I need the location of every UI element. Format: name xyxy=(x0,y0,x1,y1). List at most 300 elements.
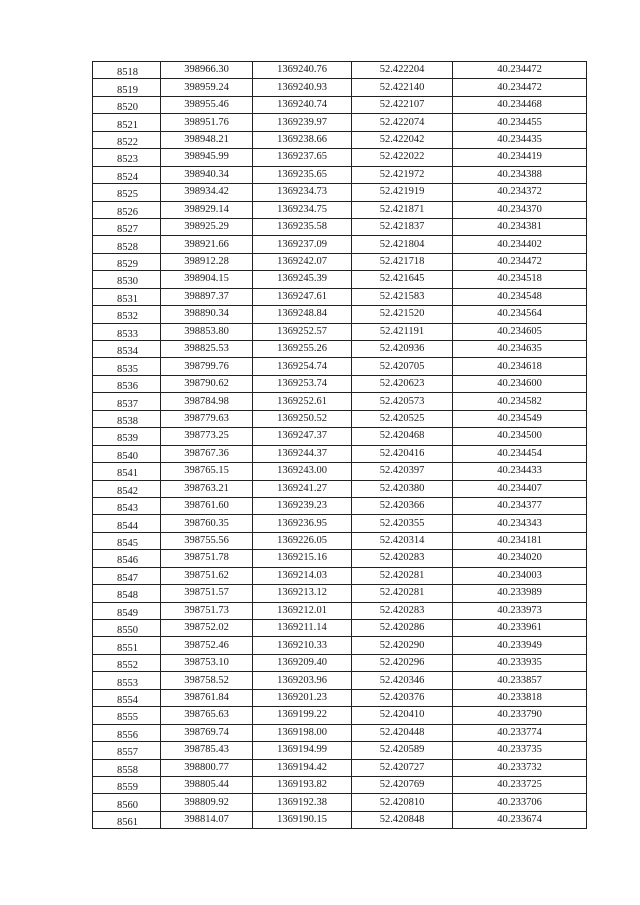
point-number-cell xyxy=(93,724,161,741)
latitude-cell: 52.421583 xyxy=(352,288,453,305)
point-number-label: 8559 xyxy=(117,782,138,794)
y-coordinate-cell: 1369199.22 xyxy=(253,707,352,724)
point-number-label: 8532 xyxy=(117,311,138,323)
table-row xyxy=(93,794,587,811)
point-number-label: 8554 xyxy=(117,694,138,706)
latitude-cell: 52.420283 xyxy=(352,550,453,567)
x-coordinate-cell: 398779.63 xyxy=(161,410,253,427)
longitude-cell: 40.234433 xyxy=(453,463,587,480)
y-coordinate-cell: 1369212.01 xyxy=(253,602,352,619)
point-number-cell xyxy=(93,306,161,323)
table-row xyxy=(93,166,587,183)
y-coordinate-cell: 1369237.09 xyxy=(253,236,352,253)
point-number-cell xyxy=(93,689,161,706)
point-number-label: 8520 xyxy=(117,102,138,114)
x-coordinate-cell: 398853.80 xyxy=(161,323,253,340)
latitude-cell: 52.420314 xyxy=(352,532,453,549)
point-number-cell xyxy=(93,707,161,724)
table-row xyxy=(93,323,587,340)
table-row xyxy=(93,532,587,549)
latitude-cell: 52.420281 xyxy=(352,585,453,602)
y-coordinate-cell: 1369234.73 xyxy=(253,184,352,201)
x-coordinate-cell: 398784.98 xyxy=(161,393,253,410)
table-row xyxy=(93,96,587,113)
latitude-cell: 52.421919 xyxy=(352,184,453,201)
point-number-cell xyxy=(93,201,161,218)
table-row xyxy=(93,672,587,689)
longitude-cell: 40.233935 xyxy=(453,654,587,671)
latitude-cell: 52.420573 xyxy=(352,393,453,410)
y-coordinate-cell: 1369194.42 xyxy=(253,759,352,776)
point-number-label: 8556 xyxy=(117,729,138,741)
point-number-label: 8539 xyxy=(117,433,138,445)
longitude-cell: 40.233774 xyxy=(453,724,587,741)
point-number-cell xyxy=(93,811,161,828)
x-coordinate-cell: 398752.46 xyxy=(161,637,253,654)
latitude-cell: 52.420380 xyxy=(352,480,453,497)
x-coordinate-cell: 398800.77 xyxy=(161,759,253,776)
longitude-cell: 40.234564 xyxy=(453,306,587,323)
point-number-cell xyxy=(93,393,161,410)
longitude-cell: 40.234472 xyxy=(453,62,587,79)
point-number-cell xyxy=(93,532,161,549)
y-coordinate-cell: 1369214.03 xyxy=(253,567,352,584)
latitude-cell: 52.420589 xyxy=(352,742,453,759)
latitude-cell: 52.420296 xyxy=(352,654,453,671)
y-coordinate-cell: 1369240.76 xyxy=(253,62,352,79)
table-row xyxy=(93,585,587,602)
x-coordinate-cell: 398809.92 xyxy=(161,794,253,811)
point-number-label: 8522 xyxy=(117,136,138,148)
x-coordinate-cell: 398753.10 xyxy=(161,654,253,671)
point-number-label: 8557 xyxy=(117,747,138,759)
y-coordinate-cell: 1369237.65 xyxy=(253,149,352,166)
point-number-cell xyxy=(93,463,161,480)
x-coordinate-cell: 398761.60 xyxy=(161,497,253,514)
point-number-label: 8561 xyxy=(117,817,138,829)
longitude-cell: 40.234500 xyxy=(453,428,587,445)
longitude-cell: 40.234618 xyxy=(453,358,587,375)
point-number-cell xyxy=(93,184,161,201)
longitude-cell: 40.234472 xyxy=(453,79,587,96)
latitude-cell: 52.422107 xyxy=(352,96,453,113)
point-number-label: 8548 xyxy=(117,590,138,602)
x-coordinate-cell: 398921.66 xyxy=(161,236,253,253)
point-number-label: 8542 xyxy=(117,485,138,497)
y-coordinate-cell: 1369250.52 xyxy=(253,410,352,427)
y-coordinate-cell: 1369247.37 xyxy=(253,428,352,445)
point-number-cell xyxy=(93,759,161,776)
point-number-label: 8546 xyxy=(117,555,138,567)
x-coordinate-cell: 398751.62 xyxy=(161,567,253,584)
latitude-cell: 52.420936 xyxy=(352,341,453,358)
x-coordinate-cell: 398761.84 xyxy=(161,689,253,706)
latitude-cell: 52.421972 xyxy=(352,166,453,183)
point-number-cell xyxy=(93,114,161,131)
latitude-cell: 52.421837 xyxy=(352,218,453,235)
longitude-cell: 40.234600 xyxy=(453,375,587,392)
latitude-cell: 52.420727 xyxy=(352,759,453,776)
latitude-cell: 52.422074 xyxy=(352,114,453,131)
x-coordinate-cell: 398929.14 xyxy=(161,201,253,218)
latitude-cell: 52.420366 xyxy=(352,497,453,514)
longitude-cell: 40.234635 xyxy=(453,341,587,358)
point-number-label: 8521 xyxy=(117,119,138,131)
latitude-cell: 52.420623 xyxy=(352,375,453,392)
longitude-cell: 40.234381 xyxy=(453,218,587,235)
latitude-cell: 52.421871 xyxy=(352,201,453,218)
latitude-cell: 52.422140 xyxy=(352,79,453,96)
y-coordinate-cell: 1369210.33 xyxy=(253,637,352,654)
y-coordinate-cell: 1369235.65 xyxy=(253,166,352,183)
x-coordinate-cell: 398940.34 xyxy=(161,166,253,183)
x-coordinate-cell: 398966.30 xyxy=(161,62,253,79)
y-coordinate-cell: 1369234.75 xyxy=(253,201,352,218)
x-coordinate-cell: 398765.63 xyxy=(161,707,253,724)
y-coordinate-cell: 1369240.93 xyxy=(253,79,352,96)
latitude-cell: 52.420416 xyxy=(352,445,453,462)
latitude-cell: 52.420705 xyxy=(352,358,453,375)
point-number-label: 8541 xyxy=(117,468,138,480)
x-coordinate-cell: 398760.35 xyxy=(161,515,253,532)
x-coordinate-cell: 398912.28 xyxy=(161,253,253,270)
point-number-cell xyxy=(93,672,161,689)
longitude-cell: 40.234377 xyxy=(453,497,587,514)
point-number-cell xyxy=(93,236,161,253)
point-number-cell xyxy=(93,428,161,445)
latitude-cell: 52.420286 xyxy=(352,620,453,637)
x-coordinate-cell: 398959.24 xyxy=(161,79,253,96)
x-coordinate-cell: 398790.62 xyxy=(161,375,253,392)
x-coordinate-cell: 398825.53 xyxy=(161,341,253,358)
table-row xyxy=(93,271,587,288)
longitude-cell: 40.233818 xyxy=(453,689,587,706)
point-number-cell xyxy=(93,358,161,375)
latitude-cell: 52.420525 xyxy=(352,410,453,427)
latitude-cell: 52.422022 xyxy=(352,149,453,166)
y-coordinate-cell: 1369245.39 xyxy=(253,271,352,288)
point-number-cell xyxy=(93,149,161,166)
latitude-cell: 52.422042 xyxy=(352,131,453,148)
longitude-cell: 40.233674 xyxy=(453,811,587,828)
point-number-label: 8538 xyxy=(117,415,138,427)
y-coordinate-cell: 1369226.05 xyxy=(253,532,352,549)
longitude-cell: 40.234343 xyxy=(453,515,587,532)
point-number-cell xyxy=(93,585,161,602)
y-coordinate-cell: 1369254.74 xyxy=(253,358,352,375)
point-number-cell xyxy=(93,410,161,427)
latitude-cell: 52.420281 xyxy=(352,567,453,584)
y-coordinate-cell: 1369248.84 xyxy=(253,306,352,323)
table-row xyxy=(93,654,587,671)
point-number-label: 8528 xyxy=(117,241,138,253)
table-row xyxy=(93,410,587,427)
table-row xyxy=(93,480,587,497)
table-row xyxy=(93,550,587,567)
y-coordinate-cell: 1369244.37 xyxy=(253,445,352,462)
longitude-cell: 40.234549 xyxy=(453,410,587,427)
point-number-label: 8534 xyxy=(117,346,138,358)
point-number-label: 8550 xyxy=(117,625,138,637)
point-number-cell xyxy=(93,742,161,759)
table-row xyxy=(93,567,587,584)
x-coordinate-cell: 398934.42 xyxy=(161,184,253,201)
longitude-cell: 40.233790 xyxy=(453,707,587,724)
point-number-cell xyxy=(93,341,161,358)
longitude-cell: 40.233857 xyxy=(453,672,587,689)
latitude-cell: 52.421191 xyxy=(352,323,453,340)
point-number-cell xyxy=(93,776,161,793)
point-number-label: 8544 xyxy=(117,520,138,532)
longitude-cell: 40.234605 xyxy=(453,323,587,340)
x-coordinate-cell: 398767.36 xyxy=(161,445,253,462)
table-row xyxy=(93,707,587,724)
point-number-label: 8526 xyxy=(117,206,138,218)
table-row xyxy=(93,358,587,375)
y-coordinate-cell: 1369203.96 xyxy=(253,672,352,689)
longitude-cell: 40.234582 xyxy=(453,393,587,410)
x-coordinate-cell: 398751.73 xyxy=(161,602,253,619)
point-number-cell xyxy=(93,271,161,288)
x-coordinate-cell: 398751.57 xyxy=(161,585,253,602)
x-coordinate-cell: 398945.99 xyxy=(161,149,253,166)
point-number-cell xyxy=(93,288,161,305)
point-number-cell xyxy=(93,515,161,532)
y-coordinate-cell: 1369242.07 xyxy=(253,253,352,270)
table-row xyxy=(93,79,587,96)
x-coordinate-cell: 398755.56 xyxy=(161,532,253,549)
y-coordinate-cell: 1369240.74 xyxy=(253,96,352,113)
table-row xyxy=(93,463,587,480)
y-coordinate-cell: 1369252.61 xyxy=(253,393,352,410)
longitude-cell: 40.233973 xyxy=(453,602,587,619)
table-row xyxy=(93,62,587,79)
point-number-label: 8540 xyxy=(117,450,138,462)
longitude-cell: 40.234472 xyxy=(453,253,587,270)
y-coordinate-cell: 1369198.00 xyxy=(253,724,352,741)
y-coordinate-cell: 1369252.57 xyxy=(253,323,352,340)
table-row xyxy=(93,393,587,410)
point-number-label: 8529 xyxy=(117,259,138,271)
table-row xyxy=(93,445,587,462)
point-number-cell xyxy=(93,550,161,567)
point-number-cell xyxy=(93,375,161,392)
latitude-cell: 52.420376 xyxy=(352,689,453,706)
table-row xyxy=(93,131,587,148)
longitude-cell: 40.234454 xyxy=(453,445,587,462)
x-coordinate-cell: 398758.52 xyxy=(161,672,253,689)
point-number-label: 8537 xyxy=(117,398,138,410)
point-number-label: 8527 xyxy=(117,224,138,236)
longitude-cell: 40.234435 xyxy=(453,131,587,148)
point-number-cell xyxy=(93,62,161,79)
point-number-cell xyxy=(93,637,161,654)
y-coordinate-cell: 1369211.14 xyxy=(253,620,352,637)
x-coordinate-cell: 398773.25 xyxy=(161,428,253,445)
point-number-label: 8533 xyxy=(117,328,138,340)
latitude-cell: 52.421804 xyxy=(352,236,453,253)
latitude-cell: 52.420290 xyxy=(352,637,453,654)
table-row xyxy=(93,114,587,131)
point-number-cell xyxy=(93,445,161,462)
y-coordinate-cell: 1369235.58 xyxy=(253,218,352,235)
y-coordinate-cell: 1369239.23 xyxy=(253,497,352,514)
y-coordinate-cell: 1369201.23 xyxy=(253,689,352,706)
table-row xyxy=(93,375,587,392)
point-number-cell xyxy=(93,96,161,113)
x-coordinate-cell: 398805.44 xyxy=(161,776,253,793)
point-number-cell xyxy=(93,253,161,270)
y-coordinate-cell: 1369215.16 xyxy=(253,550,352,567)
y-coordinate-cell: 1369194.99 xyxy=(253,742,352,759)
table-row xyxy=(93,515,587,532)
point-number-label: 8558 xyxy=(117,764,138,776)
table-row xyxy=(93,602,587,619)
longitude-cell: 40.233732 xyxy=(453,759,587,776)
point-number-label: 8543 xyxy=(117,503,138,515)
table-row xyxy=(93,341,587,358)
y-coordinate-cell: 1369255.26 xyxy=(253,341,352,358)
point-number-cell xyxy=(93,79,161,96)
point-number-label: 8524 xyxy=(117,171,138,183)
latitude-cell: 52.420346 xyxy=(352,672,453,689)
longitude-cell: 40.233961 xyxy=(453,620,587,637)
point-number-cell xyxy=(93,480,161,497)
point-number-label: 8518 xyxy=(117,67,138,79)
point-number-cell xyxy=(93,620,161,637)
y-coordinate-cell: 1369238.66 xyxy=(253,131,352,148)
longitude-cell: 40.234003 xyxy=(453,567,587,584)
latitude-cell: 52.420448 xyxy=(352,724,453,741)
longitude-cell: 40.233725 xyxy=(453,776,587,793)
latitude-cell: 52.420848 xyxy=(352,811,453,828)
point-number-label: 8551 xyxy=(117,642,138,654)
x-coordinate-cell: 398814.07 xyxy=(161,811,253,828)
table-row xyxy=(93,236,587,253)
y-coordinate-cell: 1369192.38 xyxy=(253,794,352,811)
table-row xyxy=(93,253,587,270)
y-coordinate-cell: 1369213.12 xyxy=(253,585,352,602)
point-number-cell xyxy=(93,497,161,514)
point-number-label: 8555 xyxy=(117,712,138,724)
point-number-label: 8553 xyxy=(117,677,138,689)
x-coordinate-cell: 398799.76 xyxy=(161,358,253,375)
x-coordinate-cell: 398904.15 xyxy=(161,271,253,288)
table-row xyxy=(93,724,587,741)
y-coordinate-cell: 1369209.40 xyxy=(253,654,352,671)
x-coordinate-cell: 398925.29 xyxy=(161,218,253,235)
x-coordinate-cell: 398763.21 xyxy=(161,480,253,497)
point-number-cell xyxy=(93,131,161,148)
table-row xyxy=(93,689,587,706)
point-number-cell xyxy=(93,654,161,671)
longitude-cell: 40.234402 xyxy=(453,236,587,253)
latitude-cell: 52.421718 xyxy=(352,253,453,270)
x-coordinate-cell: 398948.21 xyxy=(161,131,253,148)
point-number-cell xyxy=(93,323,161,340)
latitude-cell: 52.420810 xyxy=(352,794,453,811)
point-number-label: 8560 xyxy=(117,799,138,811)
longitude-cell: 40.234181 xyxy=(453,532,587,549)
coordinates-table-body xyxy=(93,62,587,829)
longitude-cell: 40.234020 xyxy=(453,550,587,567)
latitude-cell: 52.420769 xyxy=(352,776,453,793)
y-coordinate-cell: 1369247.61 xyxy=(253,288,352,305)
x-coordinate-cell: 398751.78 xyxy=(161,550,253,567)
y-coordinate-cell: 1369239.97 xyxy=(253,114,352,131)
x-coordinate-cell: 398951.76 xyxy=(161,114,253,131)
longitude-cell: 40.234419 xyxy=(453,149,587,166)
table-row xyxy=(93,218,587,235)
latitude-cell: 52.420397 xyxy=(352,463,453,480)
x-coordinate-cell: 398765.15 xyxy=(161,463,253,480)
longitude-cell: 40.234548 xyxy=(453,288,587,305)
point-number-label: 8547 xyxy=(117,572,138,584)
point-number-cell xyxy=(93,794,161,811)
y-coordinate-cell: 1369253.74 xyxy=(253,375,352,392)
latitude-cell: 52.420283 xyxy=(352,602,453,619)
latitude-cell: 52.420410 xyxy=(352,707,453,724)
point-number-label: 8552 xyxy=(117,660,138,672)
y-coordinate-cell: 1369193.82 xyxy=(253,776,352,793)
longitude-cell: 40.233706 xyxy=(453,794,587,811)
table-row xyxy=(93,620,587,637)
x-coordinate-cell: 398890.34 xyxy=(161,306,253,323)
table-row xyxy=(93,742,587,759)
latitude-cell: 52.420355 xyxy=(352,515,453,532)
table-row xyxy=(93,306,587,323)
y-coordinate-cell: 1369243.00 xyxy=(253,463,352,480)
point-number-label: 8525 xyxy=(117,189,138,201)
table-row xyxy=(93,288,587,305)
x-coordinate-cell: 398752.02 xyxy=(161,620,253,637)
point-number-cell xyxy=(93,218,161,235)
longitude-cell: 40.233735 xyxy=(453,742,587,759)
point-number-label: 8536 xyxy=(117,381,138,393)
latitude-cell: 52.422204 xyxy=(352,62,453,79)
table-row xyxy=(93,497,587,514)
point-number-label: 8535 xyxy=(117,363,138,375)
point-number-cell xyxy=(93,166,161,183)
longitude-cell: 40.234388 xyxy=(453,166,587,183)
table-row xyxy=(93,811,587,828)
x-coordinate-cell: 398769.74 xyxy=(161,724,253,741)
longitude-cell: 40.234407 xyxy=(453,480,587,497)
y-coordinate-cell: 1369241.27 xyxy=(253,480,352,497)
longitude-cell: 40.234370 xyxy=(453,201,587,218)
point-number-label: 8545 xyxy=(117,538,138,550)
point-number-cell xyxy=(93,567,161,584)
latitude-cell: 52.420468 xyxy=(352,428,453,445)
point-number-label: 8549 xyxy=(117,607,138,619)
x-coordinate-cell: 398955.46 xyxy=(161,96,253,113)
x-coordinate-cell: 398897.37 xyxy=(161,288,253,305)
point-number-label: 8530 xyxy=(117,276,138,288)
longitude-cell: 40.234468 xyxy=(453,96,587,113)
coordinates-table xyxy=(92,61,587,829)
table-row xyxy=(93,149,587,166)
point-number-label: 8531 xyxy=(117,293,138,305)
longitude-cell: 40.233949 xyxy=(453,637,587,654)
longitude-cell: 40.234372 xyxy=(453,184,587,201)
longitude-cell: 40.234455 xyxy=(453,114,587,131)
longitude-cell: 40.233989 xyxy=(453,585,587,602)
y-coordinate-cell: 1369236.95 xyxy=(253,515,352,532)
table-row xyxy=(93,637,587,654)
point-number-label: 8519 xyxy=(117,84,138,96)
point-number-cell xyxy=(93,602,161,619)
x-coordinate-cell: 398785.43 xyxy=(161,742,253,759)
